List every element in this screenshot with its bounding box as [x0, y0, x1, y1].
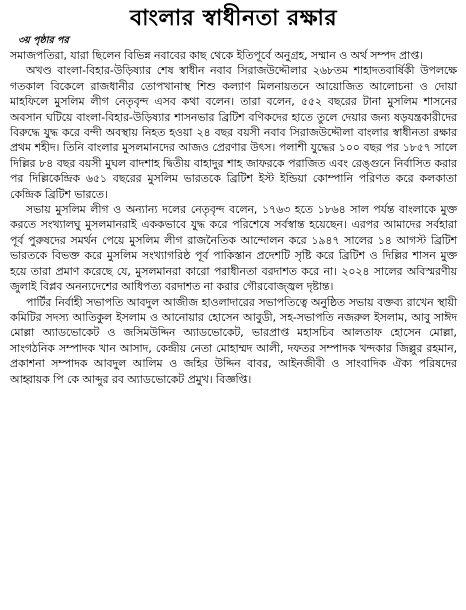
article-paragraph: সভায় মুসলিম লীগ ও অন্যান্য দলের নেতৃবৃন্দ বলেন, ১৭৬৩ হতে ১৮৬৪ সাল পর্যন্ত বাংলাকে মুক্ত করতে সংখ্যালঘু মুসলমানরাই এককভাবে যুদ্ধ করে পরিশেষে সর্বস্বান্ত হয়েছেন। এরপর আমাদের সর্বহারা পূর্ব পুরুষদের সমর্থন পেয়ে মুসলিম লীগ রাজনৈতিক আন্দোলন করে ১৯৪৭ সালের ১৪ আগস্ট ব্রিটিশ ভারতকে বিভক্ত করে মুসলিম সংখ্যাগরিষ্ঠ পূর্ব পাকিস্তান প্রদেশটি সৃষ্টি করে ব্রিটিশ ও দিল্লির শাসন মুক্ত হয়ে তারা প্রমাণ করেছে যে, মুসলমানরা কারো পরাধীনতা বরদাশত করে না। ২০২৪ সালের অবিস্মরণীয় জুলাই বিপ্লব অনন্যদেশের আধিপত্য বরদাশত না করার গৌরবোজ্জ্বল দৃষ্টান্ত। — [10, 203, 457, 294]
article-body — [10, 48, 457, 387]
article-paragraph: পার্টির নির্বাহী সভাপতি আবদুল আজীজ হাওলাদারের সভাপতিত্বে অনুষ্ঠিত সভায় বক্তব্য রাখেন স্থায়ী কমিটির সদস্য আতিকুল ইসলাম ও আনোয়ার হোসেন আবুডী, সহ-সভাপতি নজরুল ইসলাম, আবু সাঈদ মোল্লা অ্যাডভোকেট ও জসিমউদ্দিন অ্যাডভোকেট, ভারপ্রাপ্ত মহাসচিব আলতাফ হোসেন মোল্লা, সাংগঠনিক সম্পাদক খান আসাদ, কেন্দ্রীয় নেতা মোহাম্মদ আলী, দফতর সম্পাদক খন্দকার জিল্লুর রহমান, প্রকাশনা সম্পাদক আবদুল আলিম ও জহির উদ্দিন বাবর, আইনজীবী ও সাংবাদিক ঐক্য পরিষদের আহ্বায়ক পি কে আব্দুর রব অ্যাডভোকেট প্রমুখ। বিজ্ঞপ্তি। — [10, 295, 457, 386]
continuation-note: ৩য় পৃষ্ঠার পর — [18, 35, 69, 46]
article-paragraph: সমাজপতিরা, যারা ছিলেন বিভিন্ন নবাবের কাছ থেকে ইতিপূর্বে অনুগ্রহ, সম্মান ও অর্থ সম্পদ প্রাপ্ত। — [10, 49, 423, 62]
article-headline: বাংলার স্বাধীনতা রক্ষার — [129, 6, 338, 31]
article-paragraph: অখণ্ড বাংলা-বিহার-উড়িষ্যার শেষ স্বাধীন নবাব সিরাজউদ্দৌলার ২৬৮তম শাহাদতবার্ষিকী উপলক্ষে গতকাল বিকেলে রাজধানীর তোপখানাস্থ শিশু কল্যাণ মিলনায়তনে আয়োজিত আলোচনা ও দোয়া মাহফিলে মুসলিম লীগ নেতৃবৃন্দ এসব কথা বলেন। তারা বলেন, ৫৫২ বছরের টানা মুসলিম শাসনের অবসান ঘটিয়ে বাংলা-বিহার-উড়িষ্যার শাসনভার ব্রিটিশ বণিকদের হাতে তুলে দেয়ার জন্য ষড়যন্ত্রকারীদের বিরুদ্ধে যুদ্ধ করে বন্দী অবস্থায় নিহত হওয়া ২৪ বছর বয়সী নবাব সিরাজউদ্দৌলা বাংলার স্বাধীনতা রক্ষার প্রথম শহীদ। তিনি বাংলার মুসলমানদের আজও প্রেরণার উৎস। পলাশী যুদ্ধের ১০০ বছর পর ১৮৫৭ সালে দিল্লির ৮৪ বছর বয়সী মুঘল বাদশাহ দ্বিতীয় বাহাদুর শাহ জাফরকে পরাজিত এবং রেঙ্গুনে নির্বাসিত করার পর দিল্লিকেন্দ্রিক ৬৫১ বছরের মুসলিম ভারতকে ব্রিটিশ ইস্ট ইন্ডিয়া কোম্পানি পরিণত করে কলকাতা কেন্দ্রিক ব্রিটিশ ভারতে। — [10, 64, 457, 201]
